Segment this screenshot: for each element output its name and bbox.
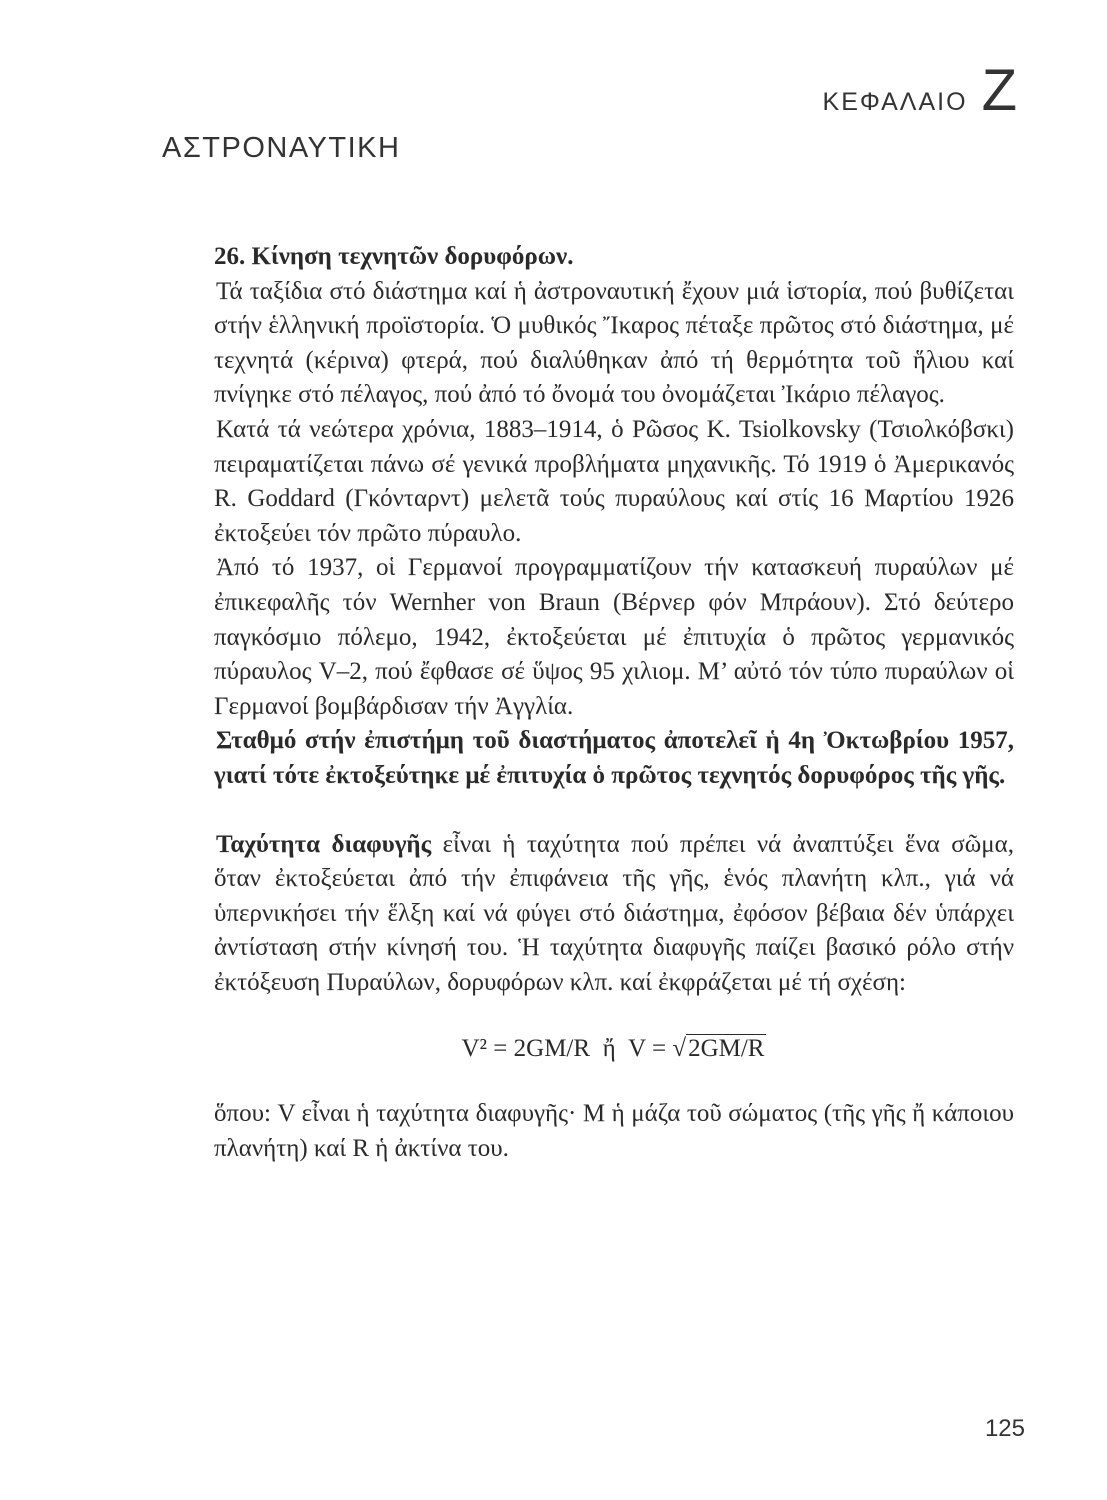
- formula-v: V =: [628, 1035, 667, 1063]
- chapter-letter: Ζ: [981, 58, 1017, 123]
- paragraph-escape-velocity: [214, 828, 1014, 1001]
- formula-or: ἤ: [602, 1035, 616, 1063]
- formula-squared: V² = 2GM/R: [461, 1035, 591, 1063]
- paragraph-icarus: Τά ταξίδια στό διάστημα καί ἡ ἀστροναυτική ἔχουν μιά ἱστορία, πού βυθίζεται στήν ἑλληνική προϊστορία. Ὁ μυθικός Ἴκαρος πέταξε πρῶτος στό διάστημα, μέ τεχνητά (κέρινα) φτερά, πού διαλύθηκαν ἀπό τή θερμότητα τοῦ ἥλιου καί πνίγηκε στό πέλαγος, πού ἀπό τό ὄνομά του ὀνομάζεται Ἰκάριο πέλαγος.: [214, 277, 1014, 409]
- formula-radicand: 2GM/R: [688, 1035, 765, 1063]
- page-number: 125: [984, 1415, 1025, 1442]
- sqrt-icon: √: [672, 1035, 687, 1063]
- escape-velocity-formula: [214, 1032, 1014, 1067]
- paragraph-where: ὅπου: V εἶναι ἡ ταχύτητα διαφυγῆς· Μ ἡ μάζα τοῦ σώματος (τῆς γῆς ἤ κάποιου πλανήτη) καί R ἡ ἀκτίνα του.: [214, 1100, 1014, 1162]
- chapter-label: ΚΕΦΑΛΑΙΟ: [822, 88, 968, 116]
- escape-velocity-definition: εἶναι ἡ ταχύτητα πού πρέπει νά ἀναπτύξει ἕνα σῶμα, ὅταν ἐκτοξεύεται ἀπό τήν ἐπιφάνεια τῆς γῆς, ἑνός πλανήτη κλπ., γιά νά ὑπερνικήσει τήν ἕλξη καί νά φύγει στό διάστημα, ἐφόσον βέβαια δέν ὑπάρχει ἀντίσταση στήν κίνησή του. Ἡ ταχύτητα διαφυγῆς παίζει βασικό ρόλο στήν ἐκτόξευση Πυραύλων, δορυφόρων κλπ. καί ἐκφράζεται μέ τή σχέση:: [214, 830, 1014, 996]
- chapter-title: ΑΣΤΡΟΝΑΥΤΙΚΗ: [162, 132, 401, 164]
- section-heading: 26. Κίνηση τεχνητῶν δορυφόρων.: [214, 243, 574, 270]
- escape-velocity-term: Ταχύτητα διαφυγῆς: [216, 830, 432, 858]
- page-body: [214, 240, 1014, 1166]
- chapter-header: [822, 58, 1017, 123]
- paragraph-pioneers: Κατά τά νεώτερα χρόνια, 1883–1914, ὁ Ρῶσος K. Tsiolkovsky (Τσιολκόβσκι) πειραματίζεται πάνω σέ γενικά προβλήματα μηχανικῆς. Τό 1919 ὁ Ἀμερικανός R. Goddard (Γκόνταρντ) μελετᾶ τούς πυραύλους καί στίς 16 Μαρτίου 1926 ἐκτοξεύει τόν πρῶτο πύραυλο.: [214, 415, 1014, 547]
- paragraph-sputnik: Σταθμό στήν ἐπιστήμη τοῦ διαστήματος ἀποτελεῖ ἡ 4η Ὀκτωβρίου 1957, γιατί τότε ἐκτοξεύτηκε μέ ἐπιτυχία ὁ πρῶτος τεχνητός δορυφόρος τῆς γῆς.: [214, 727, 1014, 789]
- paragraph-germany: Ἀπό τό 1937, οἱ Γερμανοί προγραμματίζουν τήν κατασκευή πυραύλων μέ ἐπικεφαλῆς τόν Wernher von Braun (Βέρνερ φόν Μπράουν). Στό δεύτερο παγκόσμιο πόλεμο, 1942, ἐκτοξεύεται μέ ἐπιτυχία ὁ πρῶτος γερμανικός πύραυλος V–2, πού ἔφθασε σέ ὕψος 95 χιλιομ. Μ’ αὐτό τόν τύπο πυραύλων οἱ Γερμανοί βομβάρδισαν τήν Ἀγγλία.: [214, 554, 1014, 720]
